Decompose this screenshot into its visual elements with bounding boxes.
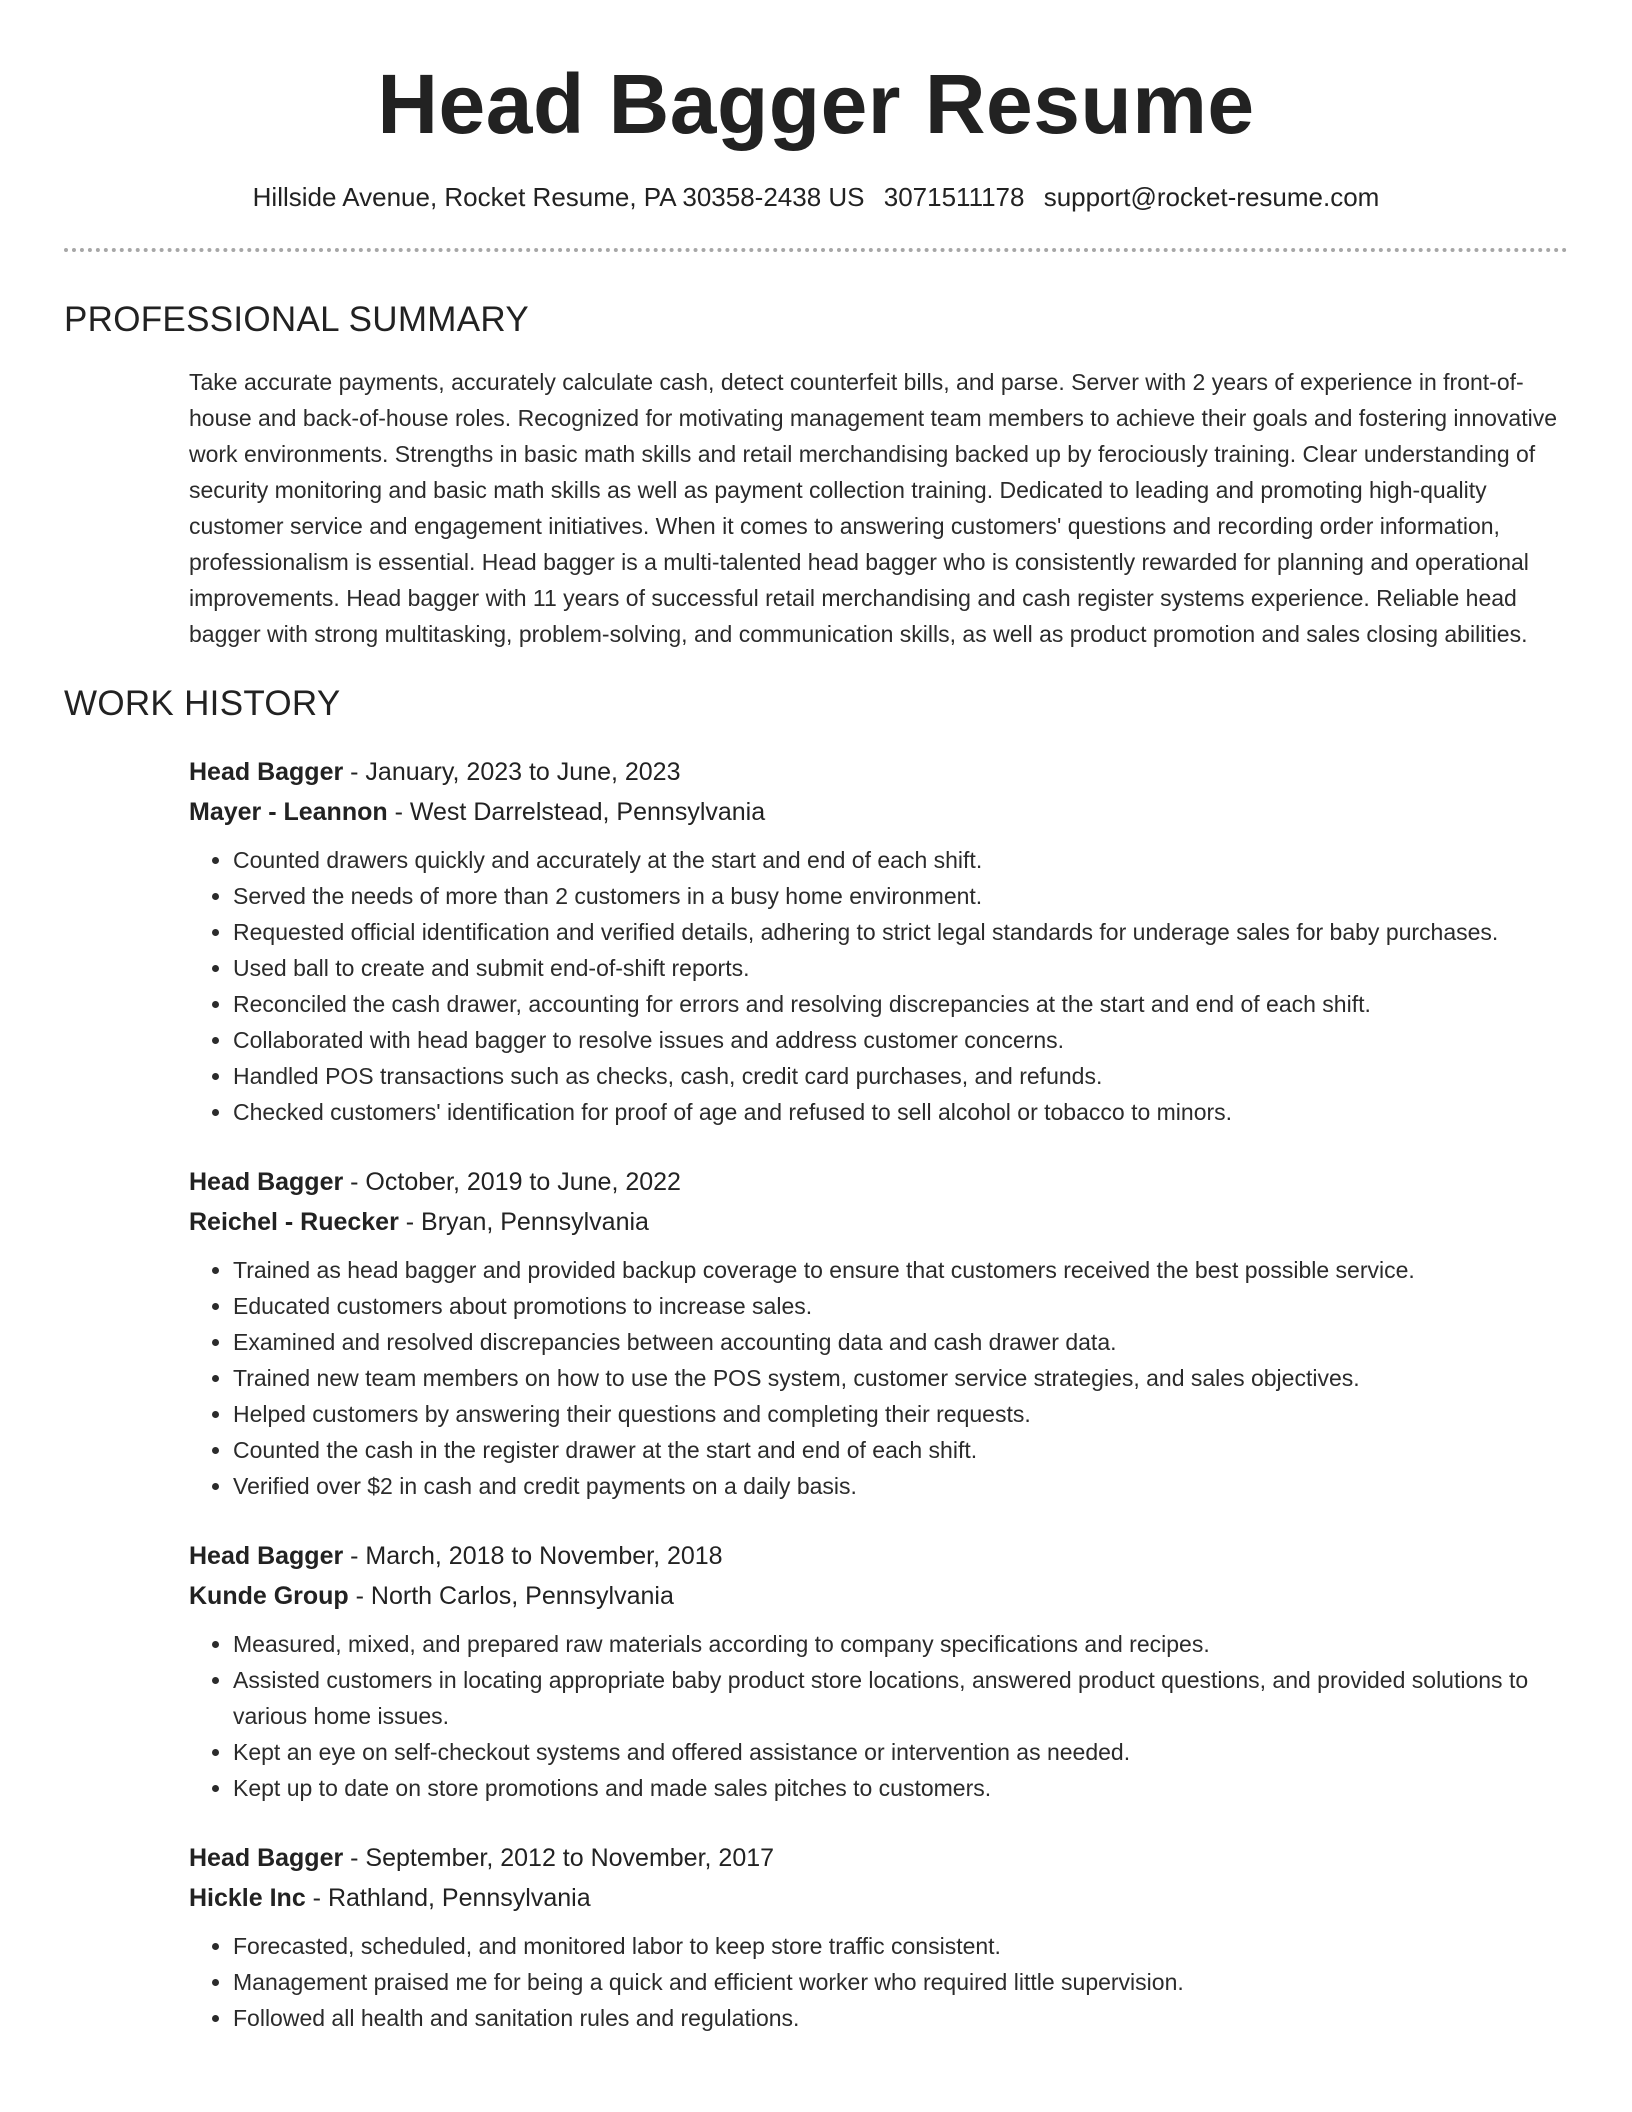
job-bullet: • Forecasted, scheduled, and monitored labor to keep store traffic consistent. <box>233 1928 1568 1964</box>
job-bullet: • Kept an eye on self-checkout systems and offered assistance or intervention as needed. <box>233 1734 1568 1770</box>
job-bullet: • Trained as head bagger and provided backup coverage to ensure that customers received the best possible service. <box>233 1252 1568 1288</box>
job-title-line <box>189 1536 1568 1576</box>
work-history-heading: WORK HISTORY <box>64 684 341 723</box>
job-company-line <box>189 792 1568 832</box>
job-bullets <box>189 1928 1568 2036</box>
job-title-line <box>189 752 1568 792</box>
job-bullet: • Checked customers' identification for proof of age and refused to sell alcohol or tobacco to minors. <box>233 1094 1568 1130</box>
job-entry <box>189 1838 1568 2036</box>
job-bullet: • Counted drawers quickly and accurately at the start and end of each shift. <box>233 842 1568 878</box>
job-dates: - March, 2018 to November, 2018 <box>343 1542 723 1570</box>
job-title-line <box>189 1162 1568 1202</box>
summary-heading: PROFESSIONAL SUMMARY <box>64 300 529 339</box>
job-entry <box>189 1536 1568 1806</box>
job-bullet: • Trained new team members on how to use the POS system, customer service strategies, and sales objectives. <box>233 1360 1568 1396</box>
job-bullet: • Examined and resolved discrepancies between accounting data and cash drawer data. <box>233 1324 1568 1360</box>
job-location: - Rathland, Pennsylvania <box>305 1884 591 1912</box>
job-bullet: • Served the needs of more than 2 customers in a busy home environment. <box>233 878 1568 914</box>
job-dates: - January, 2023 to June, 2023 <box>343 758 681 786</box>
job-bullet: • Helped customers by answering their questions and completing their requests. <box>233 1396 1568 1432</box>
job-bullet: • Reconciled the cash drawer, accounting for errors and resolving discrepancies at the start and end of each shift. <box>233 986 1568 1022</box>
job-company: Hickle Inc <box>189 1884 306 1912</box>
job-bullet: • Collaborated with head bagger to resolve issues and address customer concerns. <box>233 1022 1568 1058</box>
job-bullets <box>189 842 1568 1130</box>
job-bullet: • Management praised me for being a quick and efficient worker who required little supervision. <box>233 1964 1568 2000</box>
job-bullets <box>189 1252 1568 1504</box>
job-bullet: • Verified over $2 in cash and credit payments on a daily basis. <box>233 1468 1568 1504</box>
job-bullet: • Counted the cash in the register drawer at the start and end of each shift. <box>233 1432 1568 1468</box>
job-entry <box>189 752 1568 1130</box>
job-bullet: • Measured, mixed, and prepared raw materials according to company specifications and recipes. <box>233 1626 1568 1662</box>
job-location: - Bryan, Pennsylvania <box>398 1208 649 1236</box>
job-company: Kunde Group <box>189 1582 349 1610</box>
work-history-list <box>189 752 1568 2036</box>
job-dates: - September, 2012 to November, 2017 <box>343 1844 775 1872</box>
job-company-line <box>189 1576 1568 1616</box>
job-dates: - October, 2019 to June, 2022 <box>343 1168 681 1196</box>
job-bullet: • Kept up to date on store promotions and made sales pitches to customers. <box>233 1770 1568 1806</box>
job-title-line <box>189 1838 1568 1878</box>
contact-address: Hillside Avenue, Rocket Resume, PA 30358-2438 US <box>252 182 865 212</box>
job-entry <box>189 1162 1568 1504</box>
job-title: Head Bagger <box>189 1542 344 1570</box>
contact-line <box>64 180 1568 214</box>
job-bullet: • Handled POS transactions such as checks, cash, credit card purchases, and refunds. <box>233 1058 1568 1094</box>
job-bullet: • Requested official identification and verified details, adhering to strict legal standards for underage sales for baby purchases. <box>233 914 1568 950</box>
job-bullet: • Educated customers about promotions to increase sales. <box>233 1288 1568 1324</box>
job-bullet: • Followed all health and sanitation rules and regulations. <box>233 2000 1568 2036</box>
summary-text: Take accurate payments, accurately calculate cash, detect counterfeit bills, and parse. Server with 2 years of experience in front-of-house and back-of-house roles. Recognized for motivating management team members to achieve their goals and fostering innovative work environments. Strengths in basic math skills and retail merchandising backed up by ferociously training. Clear understanding of security monitoring and basic math skills as well as payment collection training. Dedicated to leading and promoting high-quality customer service and engagement initiatives. When it comes to answering customers' questions and recording order information, professionalism is essential. Head bagger is a multi-talented head bagger who is consistently rewarded for planning and operational improvements. Head bagger with 11 years of successful retail merchandising and cash register systems experience. Reliable head bagger with strong multitasking, problem-solving, and communication skills, as well as product promotion and sales closing abilities. <box>189 369 1557 647</box>
job-company-line <box>189 1878 1568 1918</box>
page-title: Head Bagger Resume <box>377 57 1255 151</box>
job-title: Head Bagger <box>189 1168 344 1196</box>
job-company: Mayer - Leannon <box>189 798 388 826</box>
job-location: - West Darrelstead, Pennsylvania <box>387 798 766 826</box>
job-title: Head Bagger <box>189 1844 344 1872</box>
job-bullet: • Used ball to create and submit end-of-shift reports. <box>233 950 1568 986</box>
contact-phone: 3071511178 <box>883 182 1025 212</box>
contact-email: support@rocket-resume.com <box>1043 182 1380 212</box>
job-bullet: • Assisted customers in locating appropriate baby product store locations, answered product questions, and provided solutions to various home issues. <box>233 1662 1568 1734</box>
job-company: Reichel - Ruecker <box>189 1208 399 1236</box>
job-bullets <box>189 1626 1568 1806</box>
job-company-line <box>189 1202 1568 1242</box>
header-divider <box>64 248 1568 252</box>
job-location: - North Carlos, Pennsylvania <box>348 1582 674 1610</box>
job-title: Head Bagger <box>189 758 344 786</box>
